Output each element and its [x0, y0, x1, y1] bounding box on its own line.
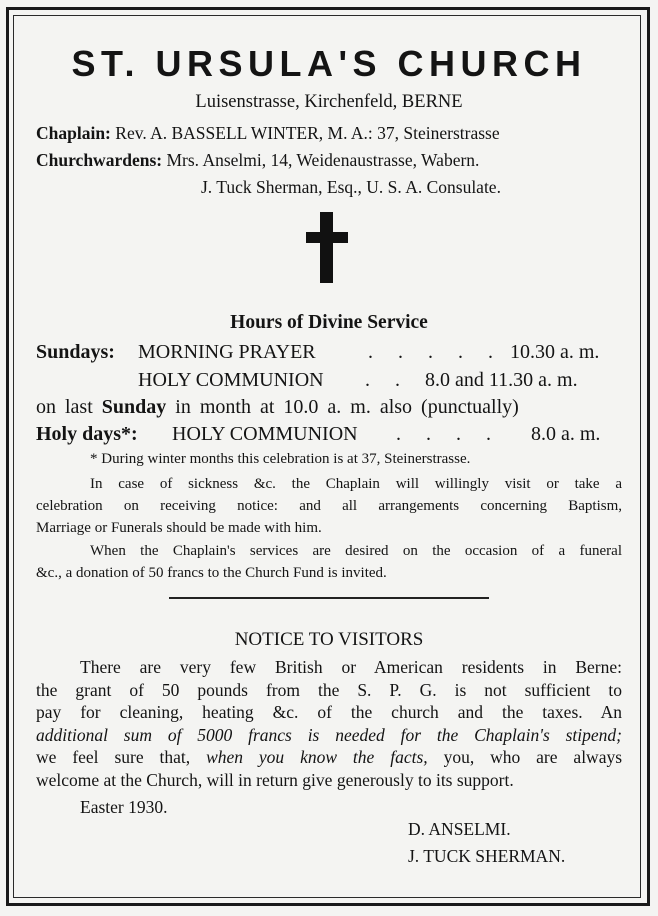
cross-icon	[320, 212, 333, 283]
churchwardens-label: Churchwardens:	[36, 150, 163, 170]
holy-communion: HOLY COMMUNION	[138, 369, 324, 391]
chaplain-value: Rev. A. BASSELL WINTER, M. A.: 37, Steinerstrasse	[115, 123, 500, 143]
signature-1: D. ANSELMI.	[408, 819, 511, 839]
footnote: * During winter months this celebration is at 37, Steinerstrasse.	[90, 451, 471, 467]
last-sunday-pre: on last	[36, 396, 93, 418]
notice-body	[36, 656, 622, 791]
funeral-line: &c., a donation of 50 francs to the Church Fund is invited.	[36, 565, 387, 581]
notice-heading: NOTICE TO VISITORS	[234, 629, 424, 650]
holy-communion-time: 8.0 and 11.30 a. m.	[425, 369, 578, 391]
holy-days-time: 8.0 a. m.	[531, 423, 601, 445]
funeral-paragraph	[36, 540, 622, 584]
sundays-label: Sundays:	[36, 341, 115, 363]
sickness-line: celebration on receiving notice: and all arrangements concerning Baptism,	[36, 498, 622, 514]
morning-prayer-time: 10.30 a. m.	[510, 341, 600, 363]
church-title: ST. URSULA'S CHURCH	[71, 43, 587, 84]
signature-2: J. TUCK SHERMAN.	[408, 846, 566, 866]
cross-icon-bar	[306, 232, 348, 243]
holy-days-label: Holy days*:	[36, 423, 138, 445]
notice-line	[36, 746, 622, 769]
notice-line5-italic: when you know the facts,	[206, 747, 428, 767]
sickness-line: In case of sickness &c. the Chaplain will willingly visit or take a	[90, 476, 622, 492]
sickness-line: Marriage or Funerals should be made with him.	[36, 520, 322, 536]
holy-days-dots: . . . .	[396, 423, 501, 445]
funeral-line: When the Chaplain's services are desired on the occasion of a funeral	[90, 543, 622, 559]
notice-line: There are very few British or American residents in Berne:	[80, 657, 622, 677]
holy-communion-dots: . .	[365, 369, 410, 391]
sickness-paragraph	[36, 473, 622, 539]
notice-line5-b: you, who are always	[443, 747, 623, 767]
notice-line5-a: we feel sure that,	[36, 747, 191, 767]
last-sunday-bold: Sunday	[101, 396, 167, 418]
holy-days-service: HOLY COMMUNION	[172, 423, 358, 445]
morning-prayer: MORNING PRAYER	[138, 341, 316, 363]
churchwardens-line	[36, 150, 479, 171]
hours-heading: Hours of Divine Service	[230, 312, 428, 333]
last-sunday-line	[36, 396, 519, 419]
divider	[169, 597, 489, 599]
notice-line: pay for cleaning, heating &c. of the church and the taxes. An	[36, 702, 622, 722]
notice-line-italic: additional sum of 5000 francs is needed for the Chaplain's stipend;	[36, 724, 622, 745]
notice-line: welcome at the Church, will in return give generously to its support.	[36, 769, 514, 790]
notice-line: the grant of 50 pounds from the S. P. G. is not sufficient to	[36, 679, 622, 700]
chaplain-label: Chaplain:	[36, 123, 111, 143]
church-address: Luisenstrasse, Kirchenfeld, BERNE	[195, 92, 463, 112]
churchwarden-1: Mrs. Anselmi, 14, Weidenaustrasse, Wabern.	[166, 150, 480, 170]
chaplain-line	[36, 123, 500, 144]
morning-prayer-dots: . . . . .	[368, 341, 503, 363]
notice-date: Easter 1930.	[80, 797, 168, 817]
last-sunday-post: in month at 10.0 a. m. also (punctually)	[175, 396, 519, 418]
churchwarden-2: J. Tuck Sherman, Esq., U. S. A. Consulate.	[201, 177, 501, 197]
